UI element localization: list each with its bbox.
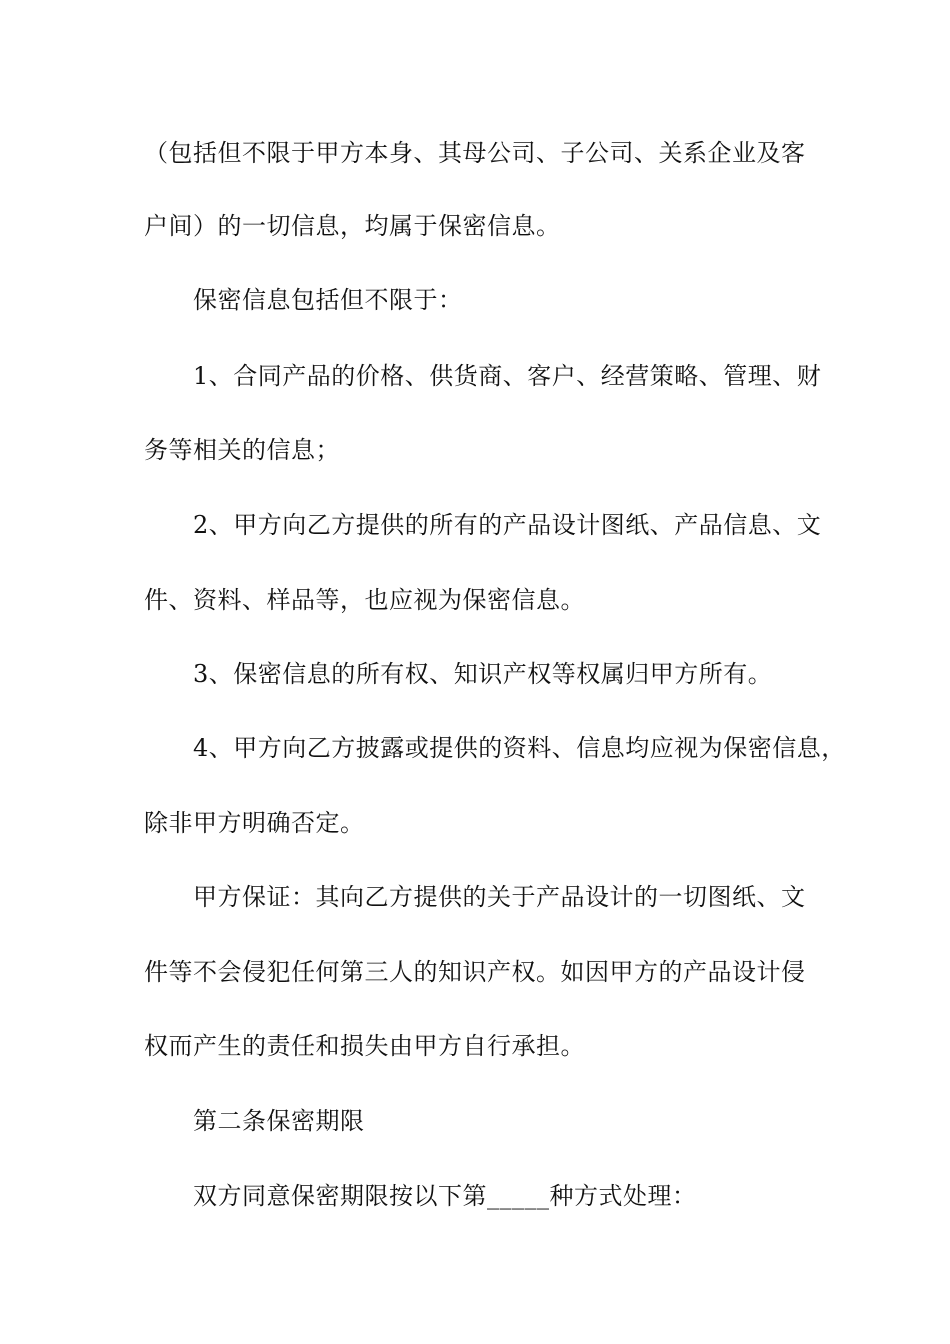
text-line-4: 1、合同产品的价格、供货商、客户、经营策略、管理、财 <box>193 362 822 390</box>
text-line-10: 除非甲方明确否定。 <box>144 809 365 837</box>
text-line-11: 甲方保证：其向乙方提供的关于产品设计的一切图纸、文 <box>193 883 806 911</box>
text-line-9: 4、甲方向乙方披露或提供的资料、信息均应视为保密信息， <box>193 734 846 762</box>
text-line-3: 保密信息包括但不限于： <box>193 286 463 314</box>
text-line-8: 3、保密信息的所有权、知识产权等权属归甲方所有。 <box>193 660 773 688</box>
section-heading: 第二条保密期限 <box>193 1107 365 1135</box>
text-line-5: 务等相关的信息； <box>144 436 340 464</box>
text-line-12: 件等不会侵犯任何第三人的知识产权。如因甲方的产品设计侵 <box>144 958 806 986</box>
text-line-15: 双方同意保密期限按以下第_____种方式处理： <box>193 1182 697 1210</box>
text-line-2: 户间）的一切信息，均属于保密信息。 <box>144 212 561 240</box>
text-line-6: 2、甲方向乙方提供的所有的产品设计图纸、产品信息、文 <box>193 511 822 539</box>
text-line-7: 件、资料、样品等，也应视为保密信息。 <box>144 586 585 614</box>
text-line-1: （包括但不限于甲方本身、其母公司、子公司、关系企业及客 <box>144 139 806 167</box>
text-line-13: 权而产生的责任和损失由甲方自行承担。 <box>144 1032 585 1060</box>
